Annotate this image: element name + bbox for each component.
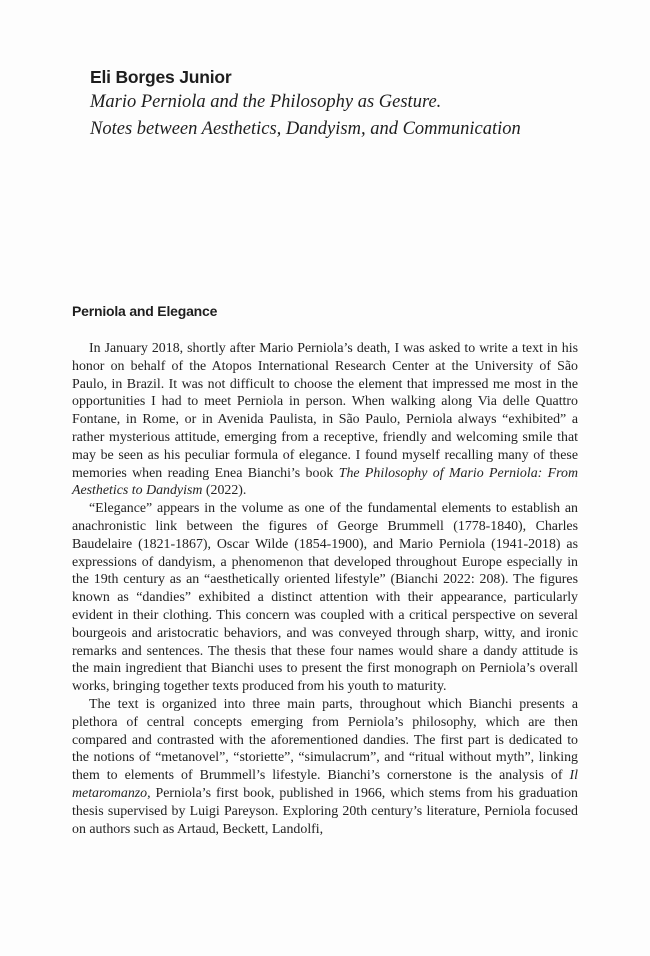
paragraph-3-end: , Perniola’s first book, published in 1966, which stems from his graduation thesis supervised by Luigi Pareyson. Exploring 20th century’s literature, Perniola focused on authors such as Artaud, Beckett, Landolfi,	[72, 785, 578, 837]
article-title-line-2: Notes between Aesthetics, Dandyism, and Communication	[90, 119, 521, 139]
paragraph-2: “Elegance” appears in the volume as one of the fundamental elements to establish an anachronistic link between the figures of George Brummell (1778-1840), Charles Baudelaire (1821-1867), Oscar Wilde (1854-1900), and Mario Perniola (1941-2018) as expressions of dandyism, a phenomenon that developed throughout Europe especially in the 19th century as an “aesthetically oriented lifestyle” (Bianchi 2022: 208). The figures known as “dandies” exhibited a distinct attention with their appearance, particularly evident in their clothing. This concern was coupled with a critical perspective on several bourgeois and aristocratic behaviors, and was conveyed through sharp, witty, and ironic remarks and sentences. The thesis that these four names would share a dandy attitude is the main ingredient that Bianchi uses to present the first monograph on Perniola’s overall works, bringing together texts produced from his youth to maturity.	[72, 501, 578, 695]
section-heading: Perniola and Elegance	[72, 303, 218, 319]
author-name: Eli Borges Junior	[90, 67, 232, 87]
paragraph-3	[72, 696, 578, 838]
paragraph-1-text: In January 2018, shortly after Mario Perniola’s death, I was asked to write a text in his honor on behalf of the Atopos International Research Center at the University of São Paulo, in Brazil. It was not difficult to choose the element that impressed me most in the opportunities I had to meet Perniola in person. When walking along Via delle Quattro Fontane, in Rome, or in Avenida Paulista, in São Paulo, Perniola always “exhibited” a rather mysterious attitude, emerging from a receptive, friendly and welcoming smile that may be seen as his peculiar formula of elegance. I found myself recalling many of these memories when reading Enea Bianchi’s book	[72, 341, 578, 481]
paragraph-1	[72, 340, 578, 500]
paragraph-3-text: The text is organized into three main parts, throughout which Bianchi presents a plethora of central concepts emerging from Perniola’s philosophy, which are then compared and contrasted with the aforementioned dandies. The first part is dedicated to the notions of “metanovel”, “storiette”, “simulacrum”, and “ritual without myth”, linking them to elements of Brummell’s lifestyle. Bianchi’s cornerstone is the analysis of	[72, 696, 578, 784]
book-title-italic: The Philosophy of Mario Perniola: From Aesthetics to Dandyism	[72, 465, 578, 499]
body-text	[72, 340, 578, 838]
article-title-line-1: Mario Perniola and the Philosophy as Gesture.	[90, 92, 442, 112]
book-title-italic: Il metaromanzo	[72, 768, 578, 801]
paragraph-1-end: (2022).	[202, 483, 247, 499]
